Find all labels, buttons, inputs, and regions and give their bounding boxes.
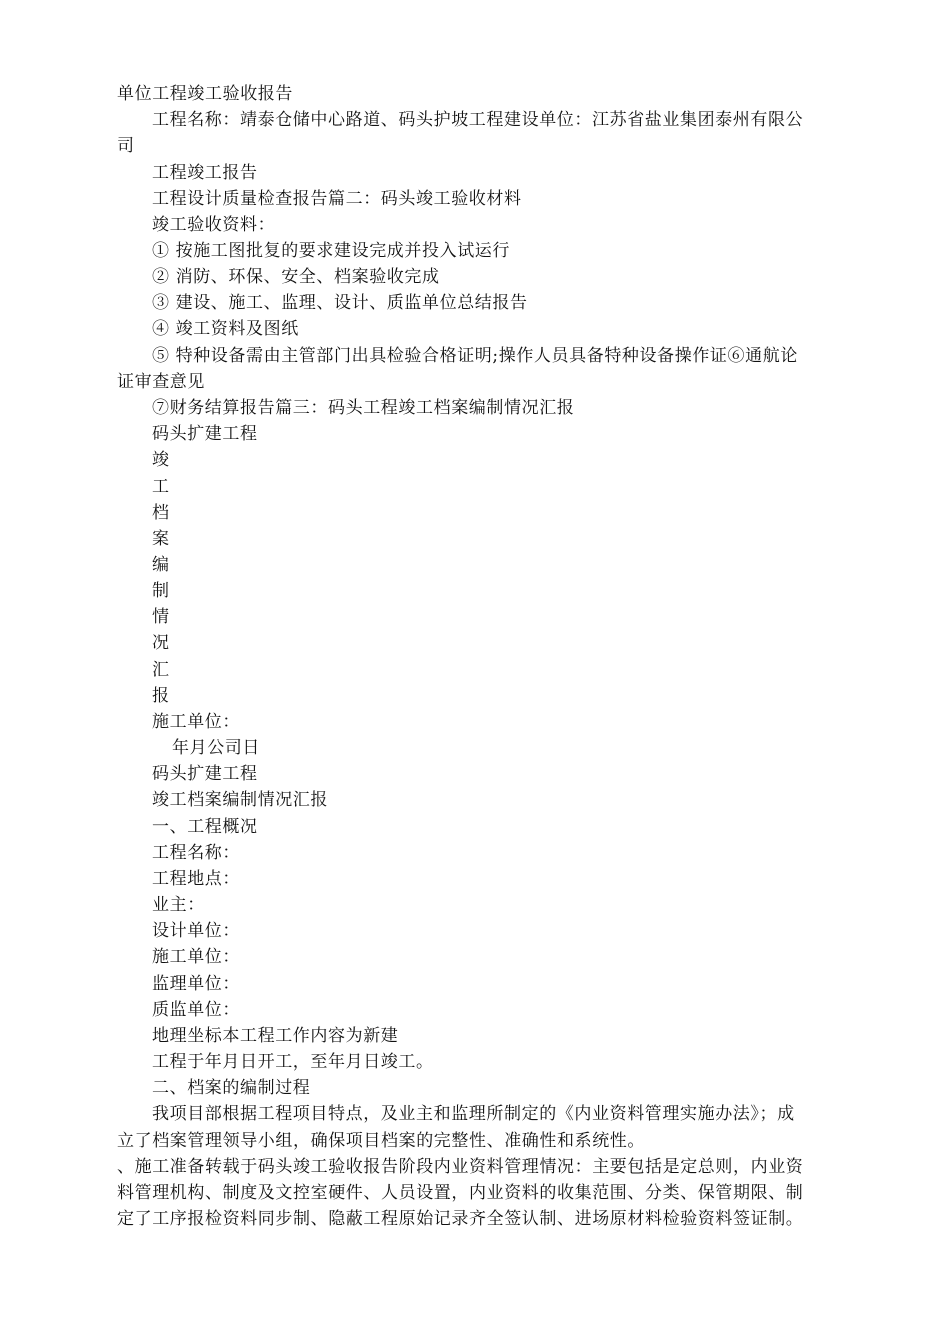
project-name-line: 工程名称：靖泰仓储中心路道、码头护坡工程建设单位：江苏省盐业集团泰州有限公: [152, 110, 804, 130]
list-item: ④ 竣工资料及图纸: [152, 319, 299, 339]
report-title: 码头扩建工程: [152, 424, 258, 444]
section-heading: 工程竣工报告: [152, 163, 258, 183]
field-label: 设计单位：: [152, 921, 240, 941]
field-label: 施工单位：: [152, 712, 240, 732]
field-label: 业主：: [152, 895, 205, 915]
paragraph-line: 地理坐标本工程工作内容为新建: [152, 1026, 399, 1046]
project-name-wrap: 司: [117, 136, 135, 156]
field-label: 工程地点：: [152, 869, 240, 889]
section-heading: 一、工程概况: [152, 817, 258, 837]
field-label: 工程名称：: [152, 843, 240, 863]
vertical-title-char: 报: [152, 686, 170, 706]
vertical-title-char: 制: [152, 581, 170, 601]
vertical-title-char: 工: [152, 477, 170, 497]
section-heading: 二、档案的编制过程: [152, 1078, 311, 1098]
vertical-title-char: 汇: [152, 660, 170, 680]
section-heading: 竣工验收资料：: [152, 215, 276, 235]
paragraph-line: 定了工序报检资料同步制、隐蔽工程原始记录齐全签认制、进场原材料检验资料签证制。: [117, 1209, 804, 1229]
report-subtitle: 竣工档案编制情况汇报: [152, 790, 328, 810]
list-item: ⑤ 特种设备需由主管部门出具检验合格证明;操作人员具备特种设备操作证⑥通航论: [152, 346, 798, 366]
report-title: 码头扩建工程: [152, 764, 258, 784]
list-item: ② 消防、环保、安全、档案验收完成: [152, 267, 440, 287]
vertical-title-char: 案: [152, 529, 170, 549]
vertical-title-char: 况: [152, 633, 170, 653]
paragraph-line: 料管理机构、制度及文控室硬件、人员设置，内业资料的收集范围、分类、保管期限、制: [117, 1183, 804, 1203]
field-label: 监理单位：: [152, 974, 240, 994]
paragraph-line: 工程于年月日开工，至年月日竣工。: [152, 1052, 434, 1072]
list-item: ⑦财务结算报告篇三：码头工程竣工档案编制情况汇报: [152, 398, 575, 418]
list-item: ① 按施工图批复的要求建设完成并投入试运行: [152, 241, 511, 261]
paragraph-line: 我项目部根据工程项目特点，及业主和监理所制定的《内业资料管理实施办法》；成: [152, 1104, 795, 1124]
list-item: ③ 建设、施工、监理、设计、质监单位总结报告: [152, 293, 528, 313]
list-item-wrap: 证审查意见: [117, 372, 205, 392]
document-title: 单位工程竣工验收报告: [117, 84, 293, 104]
vertical-title-char: 档: [152, 503, 170, 523]
vertical-title-char: 编: [152, 555, 170, 575]
field-label: 质监单位：: [152, 1000, 240, 1020]
paragraph-line: 、施工准备转载于码头竣工验收报告阶段内业资料管理情况：主要包括是定总则，内业资: [117, 1157, 804, 1177]
field-label: 施工单位：: [152, 947, 240, 967]
vertical-title-char: 竣: [152, 450, 170, 470]
date-line: 年月公司日: [172, 738, 260, 758]
vertical-title-char: 情: [152, 607, 170, 627]
paragraph-line: 工程设计质量检查报告篇二：码头竣工验收材料: [152, 189, 522, 209]
paragraph-line: 立了档案管理领导小组，确保项目档案的完整性、准确性和系统性。: [117, 1131, 645, 1151]
